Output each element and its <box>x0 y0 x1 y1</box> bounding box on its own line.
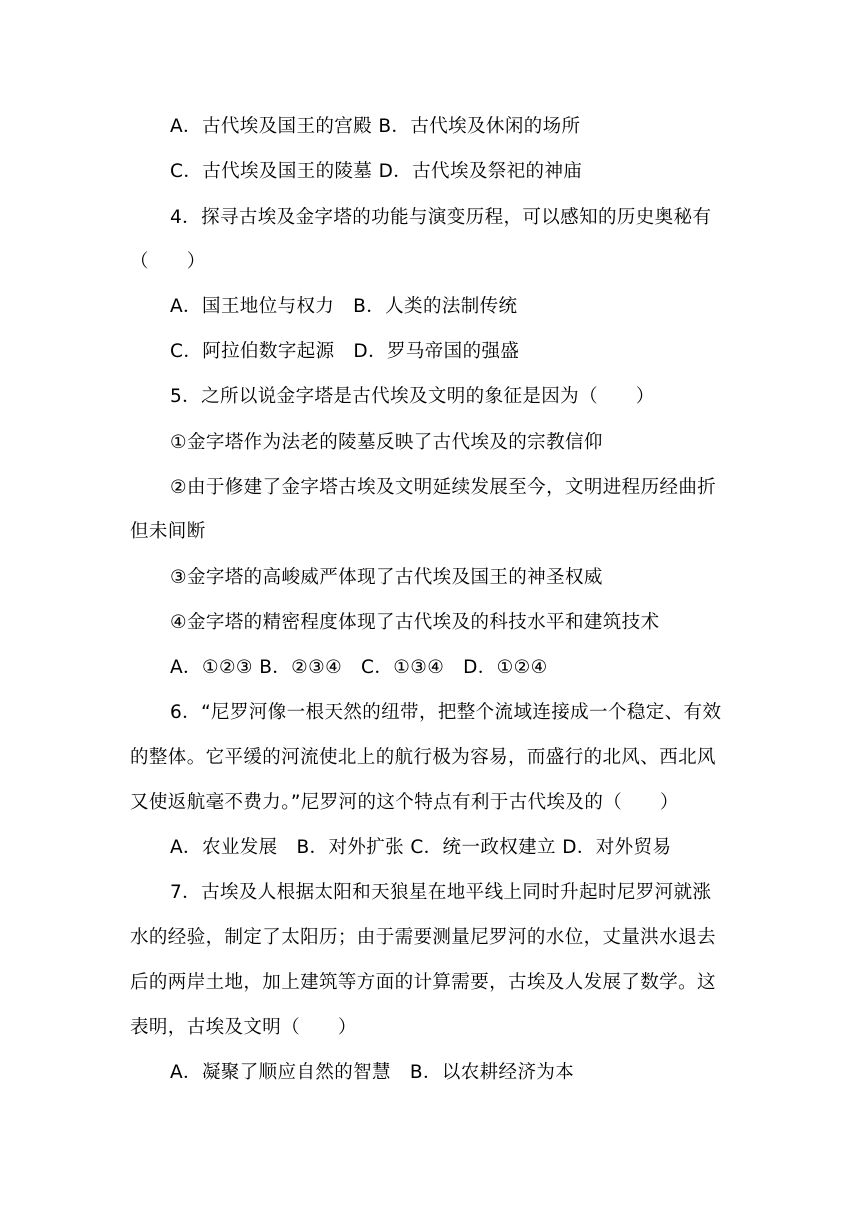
q4-stem-bracket: （ ） <box>130 251 206 272</box>
q6-stem: 6．“尼罗河像一根天然的纽带，把整个流域连接成一个稳定、有效 <box>170 702 722 723</box>
q5-statement-4: ④金字塔的精密程度体现了古代埃及的科技水平和建筑技术 <box>170 612 660 633</box>
q4-stem: 4．探寻古埃及金字塔的功能与演变历程，可以感知的历史奥秘有 <box>170 207 712 228</box>
q7-stem-line4: 表明，古埃及文明（ ） <box>130 1017 357 1038</box>
q3-options-ab: A．古代埃及国王的宫殿 B．古代埃及休闲的场所 <box>170 116 581 137</box>
q5-statement-3: ③金字塔的高峻威严体现了古代埃及国王的神圣权威 <box>170 567 603 588</box>
q4-options-ab: A．国王地位与权力 B．人类的法制传统 <box>170 296 518 317</box>
q7-stem-line2: 水的经验，制定了太阳历；由于需要测量尼罗河的水位，丈量洪水退去 <box>130 927 716 948</box>
q3-options-cd: C．古代埃及国王的陵墓 D．古代埃及祭祀的神庙 <box>170 161 583 182</box>
q6-options: A．农业发展 B．对外扩张 C．统一政权建立 D．对外贸易 <box>170 837 672 858</box>
q5-statement-2-cont: 但未间断 <box>130 521 206 542</box>
q7-stem-line3: 后的两岸土地，加上建筑等方面的计算需要，古埃及人发展了数学。这 <box>130 972 716 993</box>
q6-stem-line2: 的整体。它平缓的河流使北上的航行极为容易，而盛行的北风、西北风 <box>130 747 716 768</box>
q6-stem-line3: 又使返航毫不费力。”尼罗河的这个特点有利于古代埃及的（ ） <box>130 792 679 813</box>
q5-statement-1: ①金字塔作为法老的陵墓反映了古代埃及的宗教信仰 <box>170 432 603 453</box>
q7-stem: 7．古埃及人根据太阳和天狼星在地平线上同时升起时尼罗河就涨 <box>170 882 712 903</box>
q5-statement-2: ②由于修建了金字塔古埃及文明延续发展至今，文明进程历经曲折 <box>170 477 717 498</box>
q4-options-cd: C．阿拉伯数字起源 D．罗马帝国的强盛 <box>170 341 520 362</box>
q5-stem: 5．之所以说金字塔是古代埃及文明的象征是因为（ ） <box>170 386 655 407</box>
q5-options: A．①②③ B．②③④ C．①③④ D．①②④ <box>170 657 548 678</box>
q7-options-ab: A．凝聚了顺应自然的智慧 B．以农耕经济为本 <box>170 1062 575 1083</box>
